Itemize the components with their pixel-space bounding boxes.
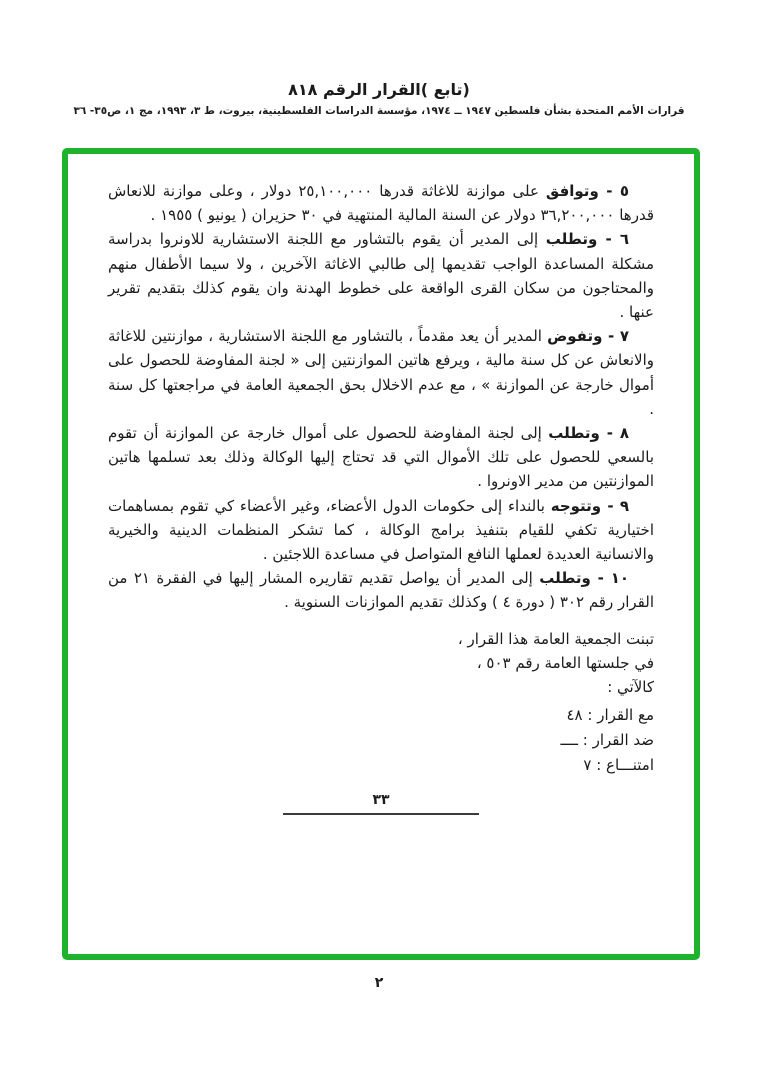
paragraph-5-text: على موازنة للاغاثة قدرها ٢٥,١٠٠,٠٠٠ دولار ، وعلى موازنة للانعاش قدرها ٣٦,٢٠٠,٠٠٠ دولار عن السنة المالية المنتهية في ٣٠ حزيران ( يونيو ) ١٩٥٥ . (108, 182, 654, 225)
source-citation: قرارات الأمم المتحدة بشأن فلسطين ١٩٤٧ ــ ١٩٧٤، مؤسسة الدراسات الفلسطينية، بيروت، ط ٣، ١٩٩٣، مج ١، ص٣٥- ٣٦ (73, 105, 685, 117)
resolution-title: (تابع )القرار الرقم ٨١٨ (288, 80, 470, 99)
vote-results (108, 703, 654, 778)
paragraph-9 (108, 494, 654, 567)
paragraph-8-lead: ٨ - وتطلب (548, 424, 629, 443)
paragraph-6 (108, 227, 654, 324)
page-number-rule (283, 813, 479, 815)
paragraph-8-text: إلى لجنة المفاوضة للحصول على أموال خارجة عن الموازنة أن تقوم بالسعي للحصول على تلك الأموال التي قد تحتاج إليها الوكالة وذلك بعد تسلمها هاتين الموازنتين من مدير الاونروا . (108, 424, 654, 491)
paragraph-8 (108, 421, 654, 494)
paragraph-7 (108, 324, 654, 421)
paragraph-6-lead: ٦ - وتطلب (545, 230, 629, 249)
resolution-body (68, 154, 694, 815)
scan-footer (108, 788, 654, 815)
paragraph-10-lead: ١٠ - وتطلب (539, 569, 629, 588)
scan-highlight-border (62, 148, 700, 960)
page-number: ٢ (374, 975, 384, 991)
scan-page-number: ٣٣ (372, 791, 390, 808)
vote-line-against: ضد القرار : ــــ (560, 730, 654, 749)
paragraph-10-text: إلى المدير أن يواصل تقديم تقاريره المشار إليها في الفقرة ٢١ من القرار رقم ٣٠٢ ( دورة ٤ ) وكذلك تقديم الموازنات السنوية . (108, 569, 654, 612)
paragraph-5 (108, 179, 654, 227)
paragraph-9-text: بالنداء إلى حكومات الدول الأعضاء، وغير الأعضاء كي تقوم بمساهمات اختيارية تكفي للقيام بتنفيذ برامج الوكالة ، كما تشكر المنظمات الدينية والخيرية والانسانية العديدة لعملها النافع المتواصل في مساعدة اللاجئين . (108, 496, 654, 564)
paragraph-7-lead: ٧ - وتفوض (547, 327, 629, 346)
adoption-block (108, 627, 654, 699)
paragraph-6-text: إلى المدير أن يقوم بالتشاور مع اللجنة الاستشارية للاونروا بدراسة مشكلة المساعدة الواجب تقديمها إلى طالبي الاغاثة الآخرين ، ولا سيما الأطفال منهم والمحتاجون من سكان القرى الواقعة على خطوط الهدنة وان يقوم كذلك بتقديم تقرير عنها . (108, 230, 654, 322)
vote-line-for: مع القرار : ٤٨ (566, 705, 654, 724)
vote-line-abstain: امتنـــاع : ٧ (583, 755, 654, 774)
adoption-line-1: تبنت الجمعية العامة هذا القرار ، (457, 629, 654, 648)
adoption-line-2: في جلستها العامة رقم ٥٠٣ ، (476, 653, 654, 672)
paragraph-5-lead: ٥ - وتوافق (545, 182, 629, 200)
document-header (0, 80, 758, 117)
paragraph-9-lead: ٩ - وتتوجه (550, 496, 629, 515)
paragraph-7-text: المدير أن يعد مقدماً ، بالتشاور مع اللجنة الاستشارية ، موازنتين للاغاثة والانعاش عن كل سنة مالية ، ويرفع هاتين الموازنتين إلى « لجنة المفاوضة للحصول على أموال خارجة عن الموازنة » ، مع عدم الاخلال بحق الجمعية العامة في مراجعتها كل سنة . (108, 327, 654, 418)
paragraph-10 (108, 566, 654, 614)
adoption-line-3: كالآتي : (607, 677, 654, 696)
